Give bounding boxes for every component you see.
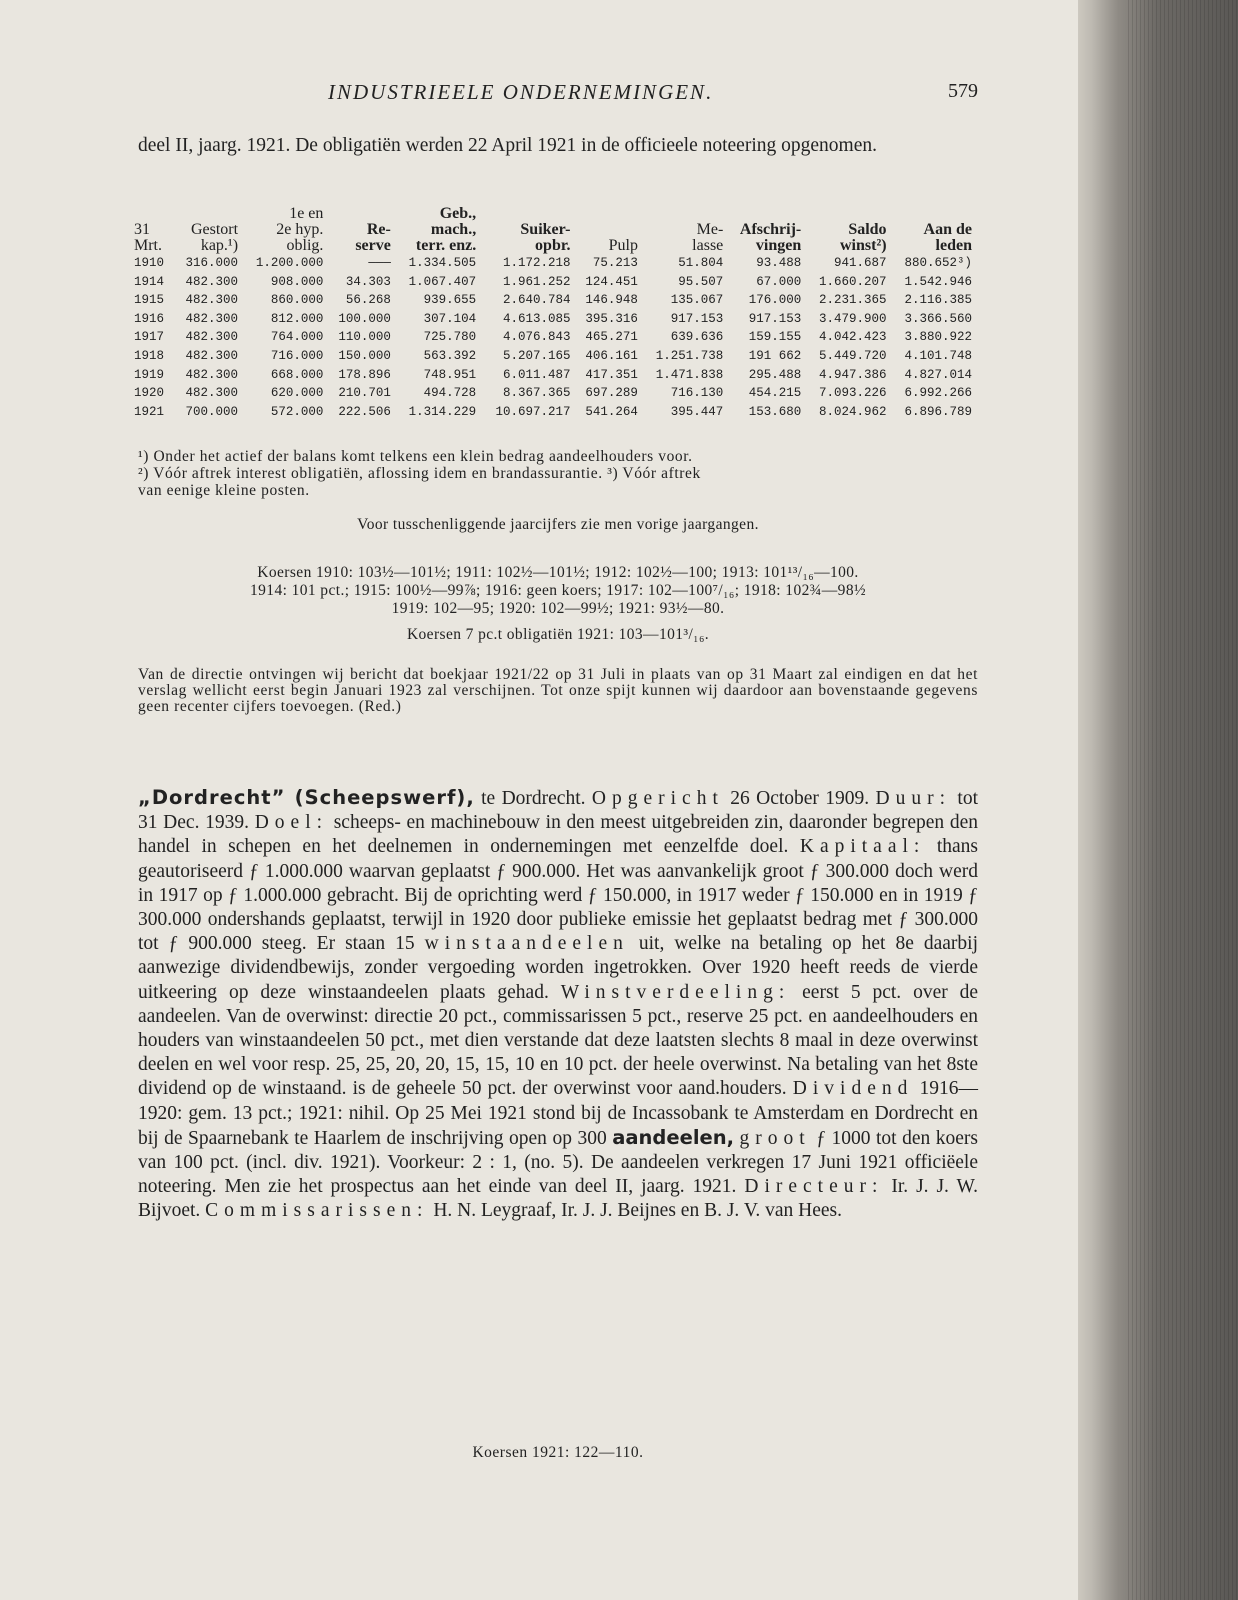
table-cell: 482.300 [185, 330, 239, 345]
table-cell: 4.076.843 [502, 330, 571, 345]
table-cell: 697.289 [585, 386, 638, 401]
column-header-line: 1e en [289, 205, 324, 222]
table-cell: 51.804 [678, 256, 724, 270]
label-winstaandeelen: winstaandeelen [424, 933, 629, 955]
column-header-line: mach., [430, 221, 477, 238]
table-cell: 620.000 [270, 386, 324, 401]
column-header-line: kap.¹) [200, 237, 239, 254]
book-page-edges [1078, 0, 1238, 1600]
table-cell: 4.101.748 [904, 348, 972, 363]
table-cell: 482.300 [185, 311, 239, 326]
column-header-line: lasse [692, 237, 724, 254]
article-text: ƒ 1000 tot den koers van 100 pct. (incl. div. 1921). Voorkeur: 2 : 1, (no. 5). De aandeelen verkregen 17 Juni 1921 officiëele noteering. Men zie het prospectus aan het einde van deel II, jaarg. 1921. [138, 1127, 978, 1198]
column-header-line: 2e hyp. [276, 221, 324, 238]
table-cell: 191 662 [748, 348, 802, 363]
table-cell: 2.116.385 [904, 293, 972, 308]
article-text: uit, welke na betaling op het 8e daarbij aanwezige dividendbewijs, zonder vergoeding worden ingetrokken. Over 1920 heeft reeds de vierde uitkeering op deze winstaandeelen plaats gehad. [138, 933, 978, 1003]
table-cell: 8.024.962 [819, 404, 887, 419]
table-cell: 941.687 [834, 256, 887, 270]
table-cell: 1.251.738 [655, 348, 724, 363]
column-header-line: serve [355, 237, 391, 254]
column-header-line: Afschrij- [739, 221, 802, 238]
table-cell: 1910 [134, 256, 165, 270]
column-header-line: Pulp [608, 237, 638, 254]
table-row [132, 254, 974, 273]
label-directeur: Directeur: [744, 1176, 884, 1198]
table-cell: 1915 [134, 293, 165, 308]
column-header [325, 206, 392, 254]
intro-paragraph: deel II, jaarg. 1921. De obligatiën werden 22 April 1921 in de officieele noteering opgenomen. [138, 135, 877, 156]
table-cell: 75.213 [592, 256, 638, 270]
table-cell: 917.153 [670, 311, 724, 326]
article-text: 26 October 1909. [723, 788, 876, 809]
table-cell: 100.000 [338, 311, 391, 326]
table-cell: 124.451 [585, 274, 638, 289]
company-name: „Dordrecht” (Scheepswerf), [138, 786, 475, 809]
table-row [132, 310, 974, 329]
article-text: scheeps- en machinebouw in den meest uitgebreiden zin, daaronder begrepen den handel in schepen en het deelnemen in ondernemingen met eenzelfde doel. [138, 812, 978, 858]
column-header-line: Geb., [439, 205, 477, 222]
footnote-2: ²) Vóór aftrek interest obligatiën, aflossing idem en brandassurantie. ³) Vóór aftrek [138, 465, 701, 482]
article-text: eerst 5 pct. over de aandeelen. Van de overwinst: directie 20 pct., commissarissen 5 pct., reserve 25 pct. en aandeelhouders en houders van winstaandeelen 50 pct., met dien verstande dat deze laatsten slechts 8 maal in deze overwinst deelen en wel voor resp. 25, 25, 20, 20, 15, 15, 10 en 10 pct. der heele overwinst. Na betaling van het 8ste dividend op de winstaand. is de geheele 50 pct. der overwinst voor aand.houders. [138, 981, 979, 1100]
table-cell: 541.264 [585, 404, 638, 419]
table-cell: 406.161 [585, 348, 638, 363]
column-header [478, 206, 572, 254]
table-cell: 316.000 [185, 256, 239, 270]
table-cell: 110.000 [338, 330, 391, 345]
table-cell: 1.200.000 [255, 256, 324, 270]
column-header [572, 206, 639, 254]
column-header [173, 206, 240, 254]
koersen-article: Koersen 1921: 122—110. [472, 1444, 644, 1461]
table-cell: 67.000 [756, 274, 802, 289]
table-cell: 482.300 [185, 293, 239, 308]
table-cell: 6.896.789 [904, 404, 972, 419]
column-header [240, 206, 325, 254]
table-cell: 1914 [134, 274, 165, 289]
column-header-line: leden [935, 237, 972, 254]
label-dividend: Dividend [792, 1078, 914, 1100]
table-row [132, 347, 974, 366]
table-cell: 2.640.784 [502, 293, 571, 308]
jaarcijfers-note: Voor tusschenliggende jaarcijfers zie men vorige jaargangen. [357, 516, 759, 533]
table-cell: 812.000 [270, 311, 324, 326]
koersen-line-3: 1919: 102—95; 1920: 102—99½; 1921: 93½—80. [391, 600, 725, 617]
table-cell: 716.130 [670, 386, 724, 401]
column-header-line: Gestort [190, 221, 239, 238]
editorial-note: Van de directie ontvingen wij bericht dat boekjaar 1921/22 op 31 Juli in plaats van op 31 Maart zal eindigen en dat het verslag wellicht eerst begin Januari 1923 zal verschijnen. Tot onze spijt kunnen wij daardoor aan bovenstaande gegevens geen recenter cijfers toevoegen. (Red.) [138, 666, 978, 715]
table-cell: 908.000 [270, 274, 324, 289]
label-duur: Duur: [875, 788, 952, 809]
table-cell: 7.093.226 [819, 386, 887, 401]
table-cell: 56.268 [345, 293, 391, 308]
column-header-line: 31 [134, 221, 150, 238]
table-cell: 482.300 [185, 367, 239, 382]
column-header-line: winst²) [839, 237, 887, 254]
column-header-line: Suiker- [520, 221, 571, 238]
table-cell: 3.880.922 [904, 330, 972, 345]
label-kapitaal: Kapitaal: [799, 836, 926, 858]
table-cell: 1916 [134, 311, 165, 326]
table-cell: 1.471.838 [655, 367, 724, 382]
table-cell: 454.215 [748, 386, 802, 401]
table-row [132, 384, 974, 403]
footnotes [138, 448, 978, 499]
table-cell: 307.104 [423, 311, 477, 326]
table-body [132, 254, 974, 421]
koersen-line-2: 1914: 101 pct.; 1915: 100½—99⅞; 1916: geen koers; 1917: 102—100⁷/₁₆; 1918: 102¾—98½ [250, 582, 866, 599]
table-cell: 3.479.900 [819, 311, 887, 326]
table-cell: 494.728 [423, 386, 477, 401]
table-cell: 1917 [134, 330, 165, 345]
table-cell: 146.948 [585, 293, 638, 308]
table-cell: 395.316 [585, 311, 638, 326]
article-text: Ir. J. J. W. Bijvoet. [138, 1176, 979, 1222]
label-doel: Doel: [254, 812, 329, 834]
table-cell: 178.896 [338, 367, 391, 382]
table-cell: 1918 [134, 348, 165, 363]
table-cell: 572.000 [270, 404, 324, 419]
label-commissarissen: Commissarissen: [205, 1200, 429, 1222]
article-text: H. N. Leygraaf, Ir. J. J. Beijnes en B. J. V. van Hees. [428, 1200, 843, 1222]
page-number: 579 [948, 80, 978, 102]
table-cell: 1.067.407 [408, 274, 477, 289]
table-cell: 1920 [134, 386, 165, 401]
table-cell: 1.660.207 [819, 274, 887, 289]
table-cell: 4.042.423 [819, 330, 887, 345]
table-cell: 860.000 [270, 293, 324, 308]
table-cell: 395.447 [670, 404, 724, 419]
table-cell: 1.542.946 [904, 274, 972, 289]
table-cell: 880.652³) [904, 256, 972, 270]
column-header-line: Mrt. [134, 237, 162, 254]
table-cell: 295.488 [748, 367, 802, 382]
table-cell: 1919 [134, 367, 165, 382]
table-cell: 8.367.365 [502, 386, 571, 401]
table-cell: 5.449.720 [819, 348, 887, 363]
koersen-line-1: Koersen 1910: 103½—101½; 1911: 102½—101½; 1912: 102½—100; 1913: 101¹³/₁₆—100. [257, 564, 859, 581]
table-cell: 5.207.165 [502, 348, 571, 363]
table-cell: 6.992.266 [904, 386, 972, 401]
table-cell: 6.011.487 [502, 367, 571, 382]
table-cell: 135.067 [670, 293, 724, 308]
article-text: 1916—1920: gem. 13 pct.; 1921: nihil. Op 25 Mei 1921 stond bij de Incassobank te Amsterdam en Dordrecht en bij de Spaarnebank te Haarlem de inschrijving open op 300 [138, 1078, 978, 1149]
footnote-3: van eenige kleine posten. [138, 482, 310, 499]
column-header [803, 206, 888, 254]
table-cell: 639.636 [670, 330, 724, 345]
table-row [132, 403, 974, 422]
column-header-line: vingen [755, 237, 802, 254]
column-header-line: opbr. [535, 237, 571, 254]
table-cell: 93.488 [756, 256, 802, 270]
table-row [132, 366, 974, 385]
table-cell: 482.300 [185, 274, 239, 289]
label-opgericht: Opgericht [591, 788, 724, 809]
table-cell: 4.827.014 [904, 367, 972, 382]
table-row [132, 291, 974, 310]
table-cell: 3.366.560 [904, 311, 972, 326]
table-cell: 417.351 [585, 367, 638, 382]
label-aandeelen: aandeelen, [612, 1125, 735, 1149]
table-cell: 1.172.218 [502, 256, 571, 270]
table-cell: 2.231.365 [819, 293, 887, 308]
table-cell: 159.155 [748, 330, 802, 345]
financial-table [132, 206, 974, 421]
column-header-line: Re- [366, 221, 391, 238]
table-cell: 4.947.386 [819, 367, 887, 382]
table-cell: 222.506 [338, 404, 391, 419]
company-article [138, 786, 978, 1224]
table-cell: 150.000 [338, 348, 391, 363]
footnote-1: ¹) Onder het actief der balans komt telkens een klein bedrag aandeelhouders voor. [138, 448, 693, 465]
koersen-obligaties: Koersen 7 pc.t obligatiën 1921: 103—101³/₁₆. [406, 626, 710, 643]
article-text: thans geautoriseerd ƒ 1.000.000 waarvan geplaatst ƒ 900.000. Het was aanvankelijk groot ƒ 300.000 doch werd in 1917 op ƒ 1.000.000 gebracht. Bij de oprichting werd ƒ 150.000, in 1917 weder ƒ 150.000 en in 1919 ƒ 300.000 ondershands geplaatst, terwijl in 1920 door publieke emissie het geplaatst bedrag met ƒ 300.000 tot ƒ 900.000 steeg. Er staan 15 [138, 836, 978, 955]
column-header [393, 206, 478, 254]
table-cell: 748.951 [423, 367, 477, 382]
table-cell: 917.153 [748, 311, 802, 326]
column-header-line: Me- [696, 221, 724, 238]
table-cell: 716.000 [270, 348, 324, 363]
table-cell: 764.000 [270, 330, 324, 345]
table-row [132, 273, 974, 292]
article-text: te Dordrecht. [474, 788, 592, 809]
table-cell: 34.303 [345, 274, 391, 289]
table-cell: 668.000 [270, 367, 324, 382]
table-row [132, 328, 974, 347]
column-header-line: oblig. [286, 237, 324, 254]
table-cell: 1921 [134, 404, 165, 419]
column-header [889, 206, 974, 254]
table-cell: 939.655 [423, 293, 477, 308]
table-cell: 563.392 [423, 348, 477, 363]
table-cell: 465.271 [585, 330, 638, 345]
table-cell: 1.314.229 [408, 404, 477, 419]
label-winstverdeeling: Winstverdeeling: [560, 981, 791, 1003]
header-title: INDUSTRIEELE ONDERNEMINGEN. [328, 80, 714, 104]
table-cell: 153.680 [748, 404, 802, 419]
table-cell: 725.780 [423, 330, 477, 345]
table-cell: 1.334.505 [408, 256, 477, 270]
table-cell: 482.300 [185, 386, 239, 401]
label-groot: groot [739, 1127, 811, 1149]
table-cell: 210.701 [338, 386, 391, 401]
column-header-line: Saldo [848, 221, 887, 238]
column-header [725, 206, 803, 254]
table-cell: 482.300 [185, 348, 239, 363]
table-cell: 4.613.085 [502, 311, 571, 326]
table-cell: 176.000 [748, 293, 802, 308]
table-cell: 1.961.252 [502, 274, 571, 289]
table-cell: 95.507 [678, 274, 724, 289]
column-header-line: terr. enz. [415, 237, 477, 254]
table-cell: 10.697.217 [495, 404, 571, 419]
koersen-block [138, 564, 978, 618]
column-header [640, 206, 725, 254]
running-header [138, 80, 978, 110]
table-cell: ——— [368, 256, 391, 270]
article-text: tot 31 Dec. 1939. [138, 788, 979, 834]
table-cell: 700.000 [185, 404, 239, 419]
column-header-line: Aan de [923, 221, 972, 238]
table-header [132, 206, 974, 254]
column-header [132, 206, 173, 254]
